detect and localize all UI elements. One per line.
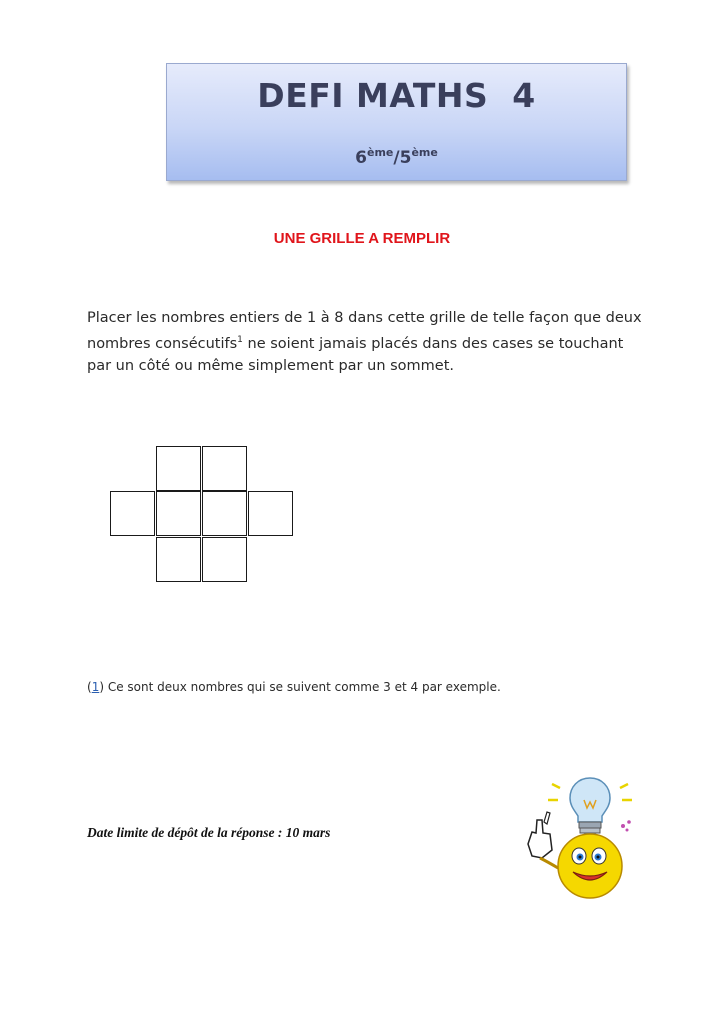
instructions-paragraph	[87, 307, 647, 377]
banner-level	[167, 146, 626, 168]
grid-cell-top-left[interactable]	[156, 446, 201, 491]
title-banner	[166, 63, 627, 181]
pointing-hand-icon	[528, 812, 558, 868]
sparkle-dots	[621, 820, 631, 831]
level-a: 6	[355, 148, 367, 168]
footnote-link[interactable]: 1	[91, 680, 100, 694]
deadline-text: Date limite de dépôt de la réponse : 10 mars	[87, 825, 331, 840]
grid-cell-bottom-right[interactable]	[202, 537, 247, 582]
grid-cell-top-right[interactable]	[202, 446, 247, 491]
grid-cell-middle-1[interactable]	[110, 491, 155, 536]
banner-title: DEFI MATHS 4	[257, 76, 536, 115]
instructions-text-2: ne soient jamais placés dans des cases se touchant par un côté ou même simplement par un sommet.	[87, 336, 624, 374]
footnote	[87, 680, 501, 694]
level-a-suffix: ème	[367, 146, 394, 159]
level-separator: /	[393, 148, 400, 168]
grid-cell-middle-3[interactable]	[202, 491, 247, 536]
footnote-open-paren: (	[87, 680, 92, 694]
footnote-text: Ce sont deux nombres qui se suivent comme 3 et 4 par exemple.	[104, 680, 501, 694]
grid-cell-middle-2[interactable]	[156, 491, 201, 536]
instructions-text-1: Placer les nombres entiers de 1 à 8 dans cette grille de telle façon que deux nombres consécutifs	[87, 310, 642, 352]
smiley-face-icon	[558, 834, 622, 898]
footnote-reference: 1	[237, 335, 243, 345]
level-b: 5	[399, 148, 412, 168]
thinking-smiley-illustration	[518, 770, 638, 900]
grid-cell-middle-4[interactable]	[248, 491, 293, 536]
grid-cell-bottom-left[interactable]	[156, 537, 201, 582]
light-bulb-icon	[548, 778, 632, 837]
problem-title: UNE GRILLE A REMPLIR	[273, 230, 451, 247]
footnote-close-paren: )	[99, 680, 105, 694]
level-b-suffix: ème	[411, 146, 438, 159]
